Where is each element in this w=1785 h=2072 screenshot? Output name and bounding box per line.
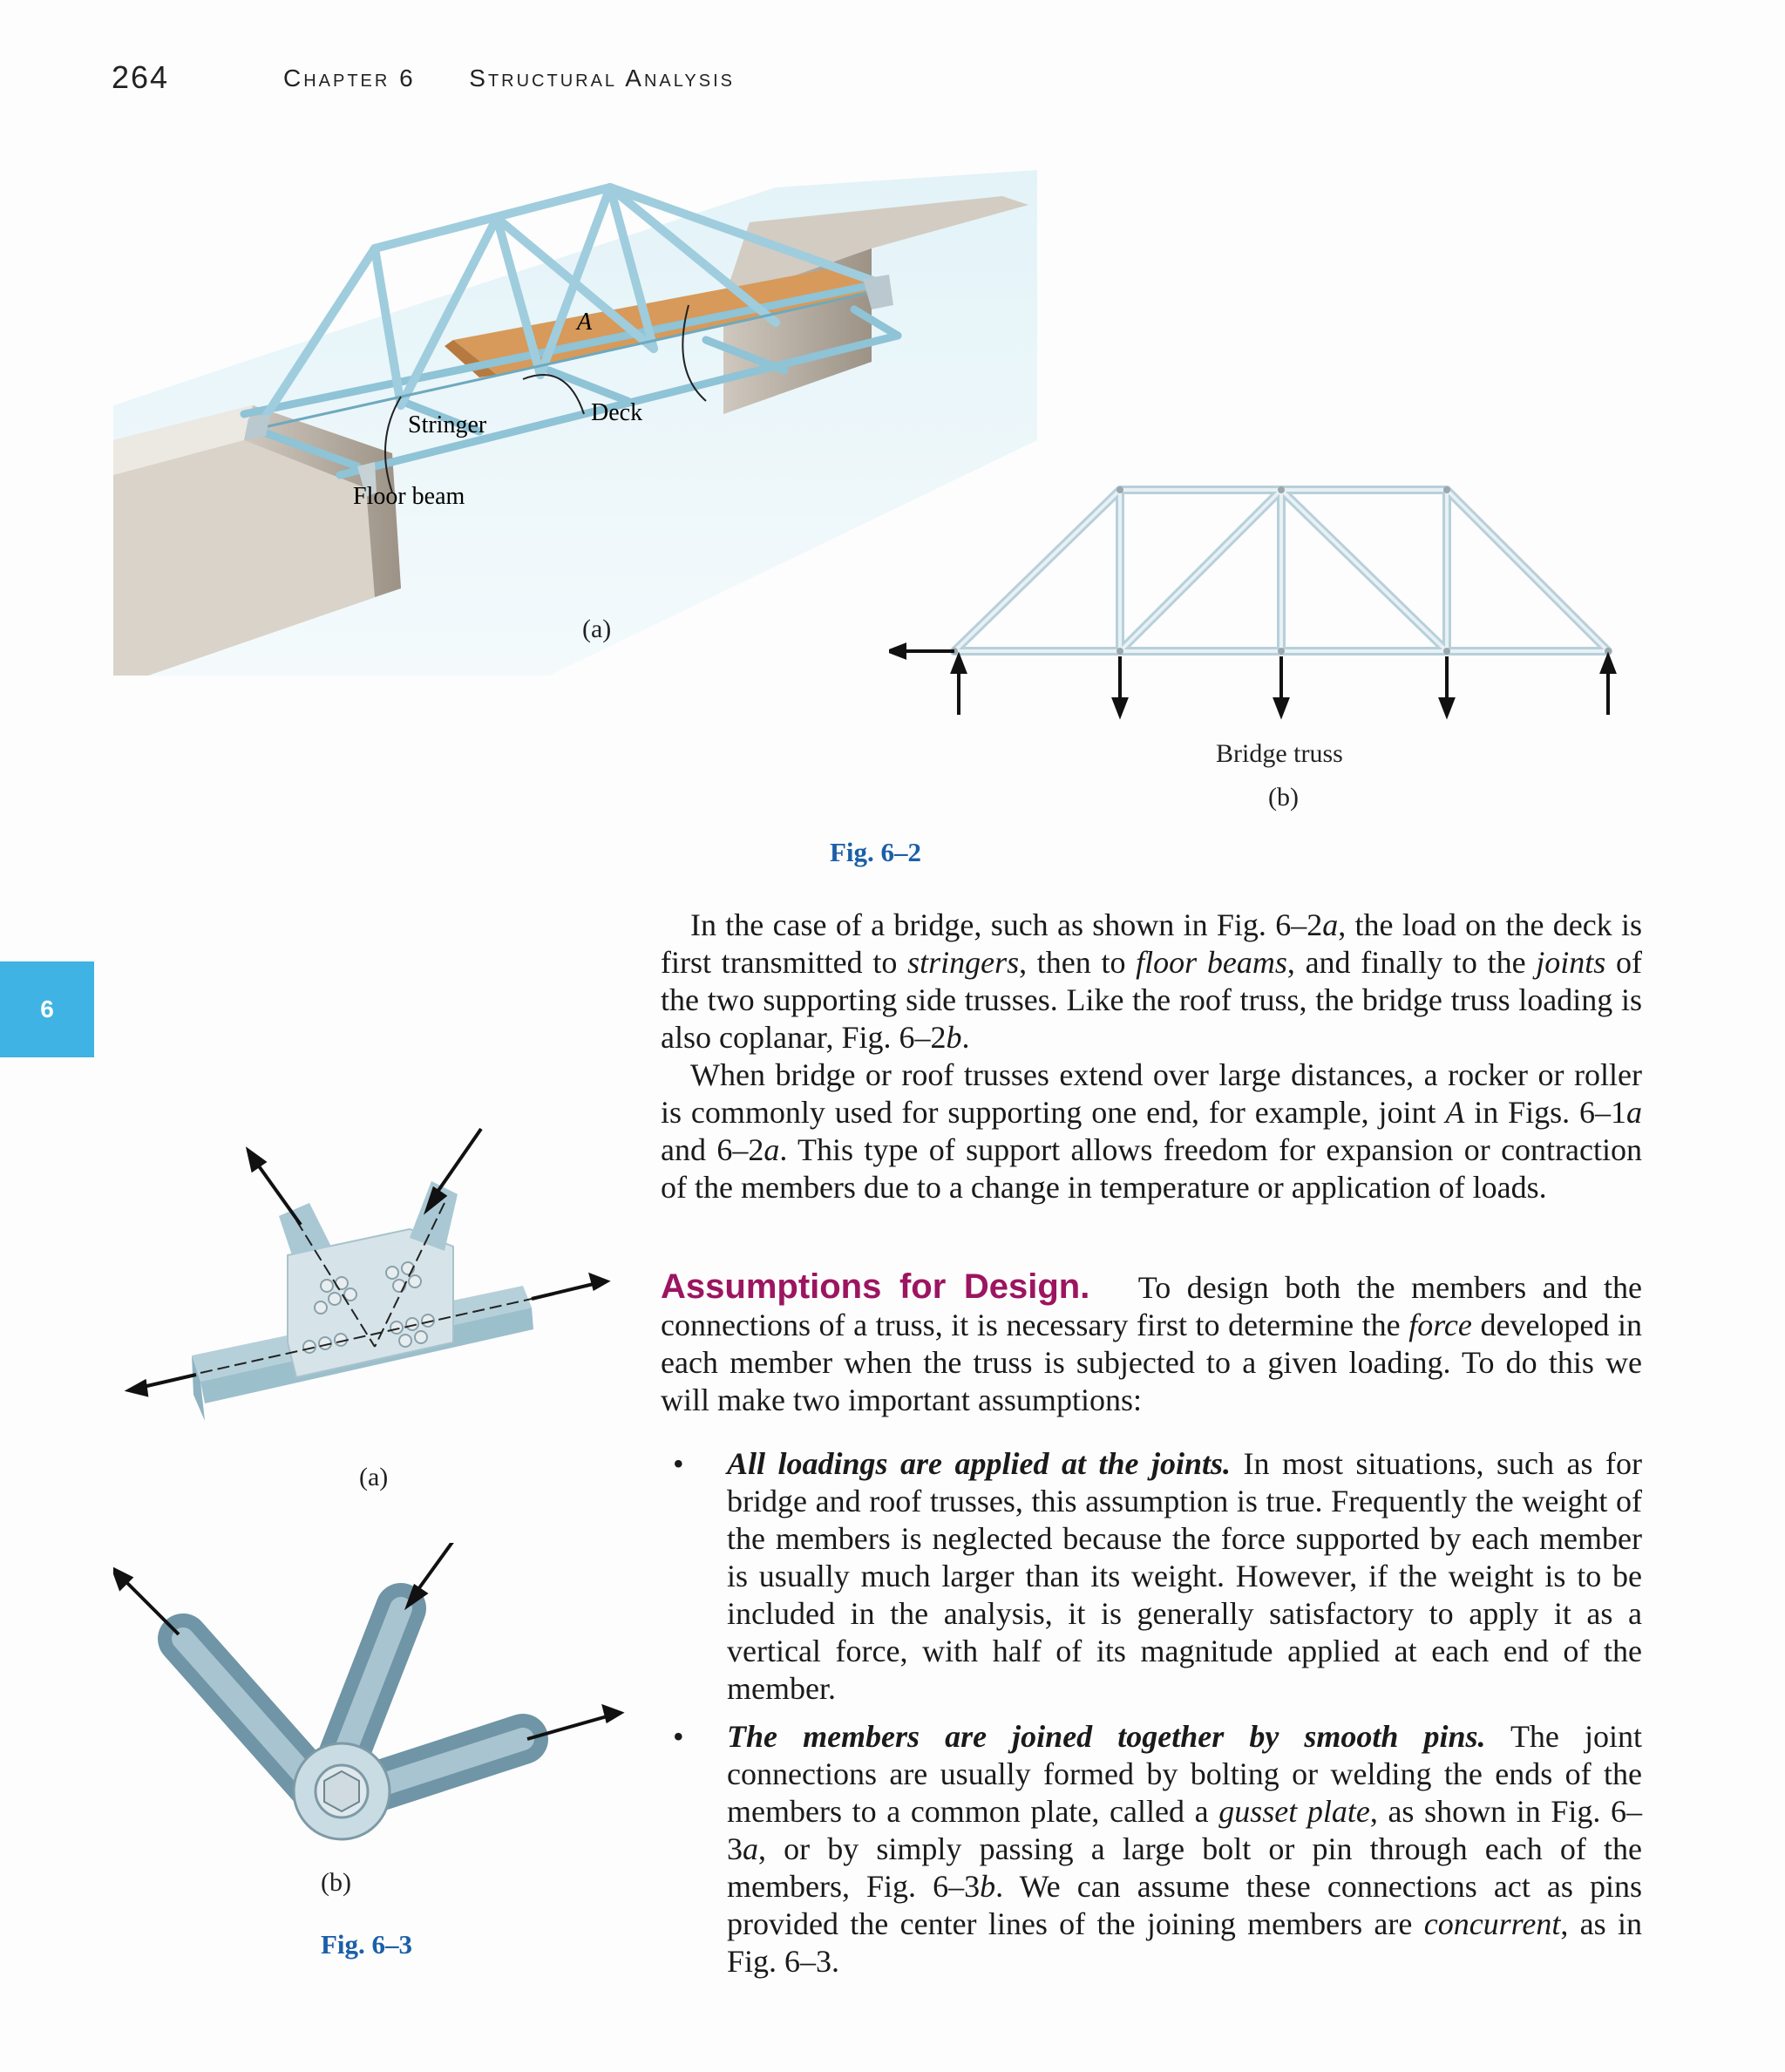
chapter-label: Chapter 6 <box>283 65 416 92</box>
list-item: • All loadings are applied at the joints. In most situations, such as for bridge and roof trusses, this assumption is true. Frequently the weight of the members is neglected because the force supported by each member is usually much larger than its weight. However, if the weight is to be included in the analysis, it is generally satisfactory to apply it as a vertical force, with half of its magnitude applied at each end of the member. <box>673 1446 1642 1706</box>
chapter-tab: 6 <box>0 961 94 1057</box>
fig-6-2a-caption: (a) <box>582 615 612 643</box>
running-head <box>283 65 735 92</box>
bullet-marker: • <box>673 1446 684 1481</box>
chapter-title: Structural Analysis <box>469 65 735 92</box>
list-item: • The members are joined together by smooth pins. The joint connections are usually formed by bolting or welding the ends of the members to a common plate, called a gusset plate, as shown in Fig. 6–3a, or by simply passing a large bolt or pin through each of the members, Fig. 6–3b. We can assume these connections act as pins provided the center lines of the joining members are concurrent, as in Fig. 6–3. <box>673 1719 1642 1979</box>
deck-label: Deck <box>591 399 643 426</box>
body-text <box>661 907 1642 1206</box>
joint-a-label: A <box>577 309 593 336</box>
section-assumptions <box>661 1268 1642 1419</box>
stringer-label: Stringer <box>408 411 487 438</box>
fig-6-3b-caption: (b) <box>321 1868 351 1897</box>
fig-6-3-label: Fig. 6–3 <box>321 1929 413 1960</box>
bridge-truss-label: Bridge truss <box>1216 739 1343 768</box>
truss-diagram <box>889 475 1656 724</box>
assumption-list <box>661 1445 1642 1991</box>
fig-6-3a-caption: (a) <box>359 1463 389 1491</box>
pin-joint-illustration <box>113 1543 636 1874</box>
section-paragraph: Assumptions for Design. To design both the members and the connections of a truss, it is necessary first to determine the force developed in each member when the truss is subjected to a given loading. To do this we will make two important assumptions: <box>661 1267 1643 1417</box>
paragraph-1: In the case of a bridge, such as shown in Fig. 6–2a, the load on the deck is first transmitted to stringers, then to floor beams, and finally to the joints of the two supporting side trusses. Like the roof truss, the bridge truss loading is also coplanar, Fig. 6–2b. <box>661 907 1643 1055</box>
bullet-marker: • <box>673 1719 684 1754</box>
gusset-plate-illustration <box>122 1116 619 1430</box>
section-heading: Assumptions for Design. <box>661 1267 1090 1306</box>
fig-6-2b-caption: (b) <box>1268 783 1299 812</box>
fig-6-2-label: Fig. 6–2 <box>830 837 922 867</box>
page-number: 264 <box>112 59 170 95</box>
floor-beam-label: Floor beam <box>353 483 465 510</box>
paragraph-2: When bridge or roof trusses extend over large distances, a rocker or roller is commonly used for supporting one end, for example, joint A in Figs. 6–1a and 6–2a. This type of support allows freedom for expansion or contraction of the members due to a change in temperature or application of loads. <box>661 1057 1643 1205</box>
